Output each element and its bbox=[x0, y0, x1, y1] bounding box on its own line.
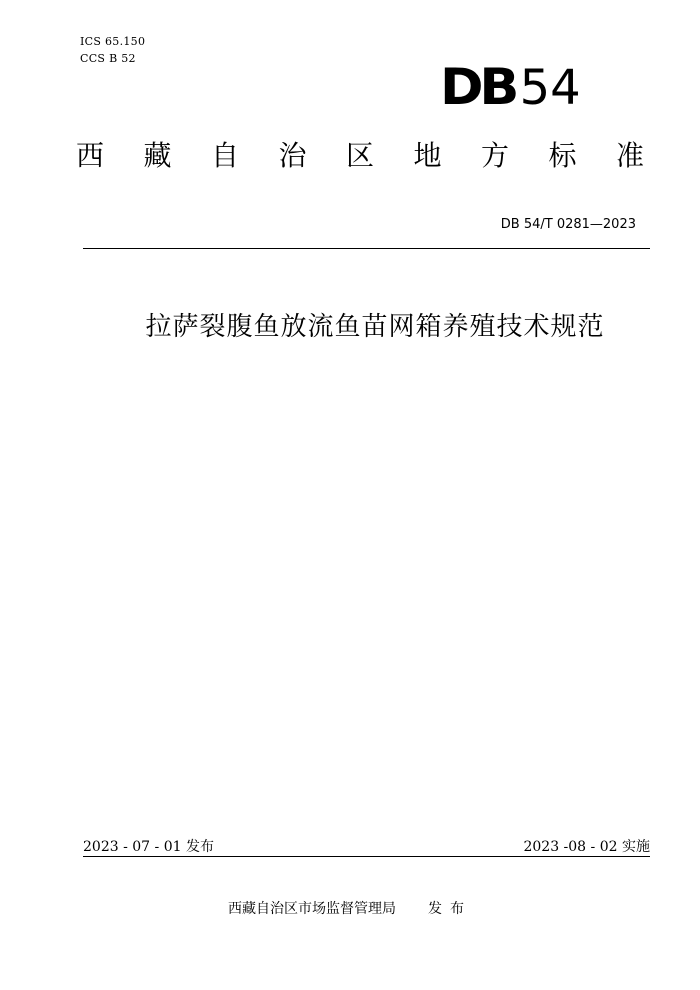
standard-type-char: 标 bbox=[548, 139, 577, 172]
publisher-action: 发布 bbox=[428, 901, 472, 917]
bottom-divider bbox=[83, 856, 650, 857]
implementation-date: 2023 -08 - 02 实施 bbox=[523, 839, 650, 855]
ics-code: ICS 65.150 bbox=[80, 35, 146, 48]
issue-date: 2023 - 07 - 01 发布 bbox=[83, 839, 214, 855]
top-divider bbox=[83, 248, 650, 249]
standard-type-char: 自 bbox=[210, 139, 239, 172]
standard-type-char: 藏 bbox=[143, 139, 172, 172]
standard-code: DB 54/T 0281—2023 bbox=[500, 217, 636, 232]
standard-type-char: 方 bbox=[480, 139, 509, 172]
standard-type-char: 西 bbox=[75, 139, 104, 172]
ccs-code: CCS B 52 bbox=[80, 52, 136, 65]
db-logo-number: 54 bbox=[519, 60, 581, 116]
standard-type-char: 区 bbox=[345, 139, 374, 172]
db-logo-letters: DB bbox=[440, 58, 516, 116]
publisher-name: 西藏自治区市场监督管理局 bbox=[228, 901, 396, 917]
standard-type-heading bbox=[70, 134, 650, 174]
document-title: 拉萨裂腹鱼放流鱼苗网箱养殖技术规范 bbox=[145, 312, 605, 342]
standard-type-char: 治 bbox=[278, 139, 307, 172]
db-logo bbox=[440, 58, 600, 116]
publisher-line bbox=[0, 898, 700, 918]
standard-type-char: 准 bbox=[615, 139, 644, 172]
standard-type-char: 地 bbox=[413, 139, 442, 172]
